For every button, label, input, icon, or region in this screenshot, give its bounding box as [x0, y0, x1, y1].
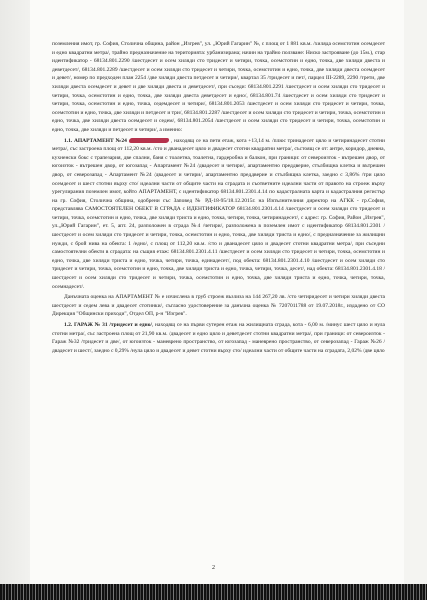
scan-edge-band — [0, 584, 427, 600]
paragraph-text: , находящ се на пети етаж, кота +13,14 м. /плюс тринадесет цяло и четиринадесет стотни метра/, със застроена площ от 112,20 кв.м. /сто и дванадесет цяло и двадесет стотни квадратни метра/, състоящ се от: антре, коридор, дневна, кухненски бокс с трапезария, две спални, баня с тоалетна, тоалетна, гардеробна и балкон, при граници: от североизток - вътрешен двор, от югоизток - вътрешен двор, от югозапад - Апартамент №24 /двадесет и четири/, апартаментно преддверие, стълбищна клетка и вътрешен двор, от северозапад - Апартамент №24 /двадесет и четири/, апартаментно преддверие и стълбищна клетка, заедно с 3,86% /три цяло осемдесет и шест стотни върху сто/ идеални части от общите части на сградата и съответните идеални части от правото на строеж върху урегулирания поземлен имот, който АПАРТАМЕНТ, с идентификатор 68134.801.2301.4.14 по кадастралната карта и кадастралния регистър на гр. София, Столична община, одобрени със Заповед № РД-18-95/18.12.2015г. на Изпълнителния директор на АГКК - гр.София, представлява САМОСТОЯТЕЛЕН ОБЕКТ В СГРАДА с ИДЕНТИФИКАТОР 68134.801.2301.4.14 /шестдесет и осем хиляди сто тридесет и четири, точка, осемстотин и едно, точка, две хиляди триста и едно, точка, четири, точка, четиринадесет/, с адрес: гр. София, Район „Изгрев", ул.„Юрий Гагарин", ет. 5, апт. 24, разположен в сграда №4 /четири/, разположена в поземлен имот с идентификатор 68134.801.2301 /шестдесет и осем хиляди сто тридесет и четири, точка, осемстотин и едно, точка, две хиляди триста и едно/, с предназначение за жилищни нужди, с брой нива на обекта: 1 /едно/, с площ от 112,20 кв.м. /сто и дванадесет цяло и двадесет стотни квадратни метра/, при съседни самостоятелни обекти в сградата: на същия етаж: 68134.801.2301.4.11 /шестдесет и осем хиляди сто тридесет и четири, точка, осемстотин и едно, точка, две хиляди триста и едно, точка, четири, точка, единадесет/, под обекта: 68134.801.2301.4.10 /шестдесет и осем хиляди сто тридесет и четири, точка, осемстотин и едно, точка, две хиляди триста и едно, точка, четири, точка, десет/, над обекта: 68134.801.2301.4.18 /шестдесет и осем хиляди сто тридесет и четири, точка, осемстотин и едно, точка, две хиляди триста и едно, точка, четири, точка, осемнадесет/. — [52, 137, 386, 290]
paragraph-garage-31 — [52, 321, 385, 355]
section-heading: 1.1. АПАРТАМЕНТ №24 — [64, 137, 127, 144]
redaction-mark — [128, 138, 169, 143]
section-heading: 1.2. ГАРАЖ № 31 /тридесет и едно/ — [64, 322, 152, 328]
page-number: 2 — [212, 565, 215, 571]
paragraph-tax-valuation — [52, 293, 385, 319]
paragraph-apartment-24 — [52, 137, 385, 292]
paragraph-text: поземления имот, гр. София, Столична община, район „Изгрев", ул. „Юрий Гагарин" №, с площ от 1 881 кв.м. /хиляда осемстотин осемдесет и едно квадратни метра/, трайно предназначение на територията: урбанизирана; начин на трайно ползване: Ниско застрояване (до 15м.), стар идентификатор - 68134.801.2290 /шестдесет и осем хиляди сто тридесет и четири, точка, осемстотин и едно, точка, две хиляди двеста и деветдесет/, 68134.801.2289 /шестдесет и осем хиляди сто тридесет и четири, точка, осемстотин и едно, точка, две хиляди двеста осемдесет и девет/, номер по предходен план 2254 /две хиляди двеста петдесет и четири/, квартал 35 /тридесет и пет/, парцел III-2289, 2290 /трети, две хиляди двеста осемдесет и девет и две хиляди двеста и деветдесет/, при съседи: 68134.801.2291 /шестдесет и осем хиляди сто тридесет и четири, точка, осемстотин и едно, точка, две хиляди двеста деветдесет и едно/, 68134.801.74 /шестдесет и осем хиляди сто тридесет и четири, точка, осемстотин и едно, точка, седемдесет и четири/, 68134.801.2053 /шестдесет и осем хиляди сто тридесет и четири, точка, осемстотин и едно, точка, две хиляди и петдесет и три/, 68134.801.2287 /шестдесет и осем хиляди сто тридесет и четири, точка, осемстотин и едно, точка, две хиляди двеста осемдесет и седем/, 68134.801.2054 /шестдесет и осем хиляди сто тридесет и четири, точка, осемстотин и едно, точка, две хиляди и петдесет и четири/, а именно: — [52, 41, 385, 133]
document-body — [52, 40, 385, 355]
scan-gutter — [0, 0, 30, 600]
paragraph-text: , находящ се на първи сутерен етаж на жилищната сграда, кота - 6,00 м. /минус шест цяло и нула стотни метра/, със застроена площ от 21,90 кв.м. /двадесет и едно цяло и деветдесет стотни квадратни метра/, при граници: от североизток - Гараж №32 /тридесет и две/, от югоизток - маневрено пространство, от югозапад - маневрено пространство, от северозапад - Гараж №26 /двадесет и шест/, заедно с 0,29% /нула цяло и двадесет и девет стотни върху сто/ идеални части от общите части на сградата, 2,02% /две цяло — [52, 322, 385, 354]
paragraph-plot-description — [52, 40, 385, 135]
paragraph-text: Данъчната оценка на АПАРТАМЕНТ № е изчислена в груб строеж възлиза на 144 267,20 лв. /сто четиридесет и четири хиляди двеста шестдесет и седем лева и двадесет стотинки/, съгласно удостоверение за данъчна оценка № 7207011788 от 19.07.2018г., издадено от СО Дирекция "Общински приходи", Отдел ОП, р-н "Изгрев". — [52, 294, 385, 318]
